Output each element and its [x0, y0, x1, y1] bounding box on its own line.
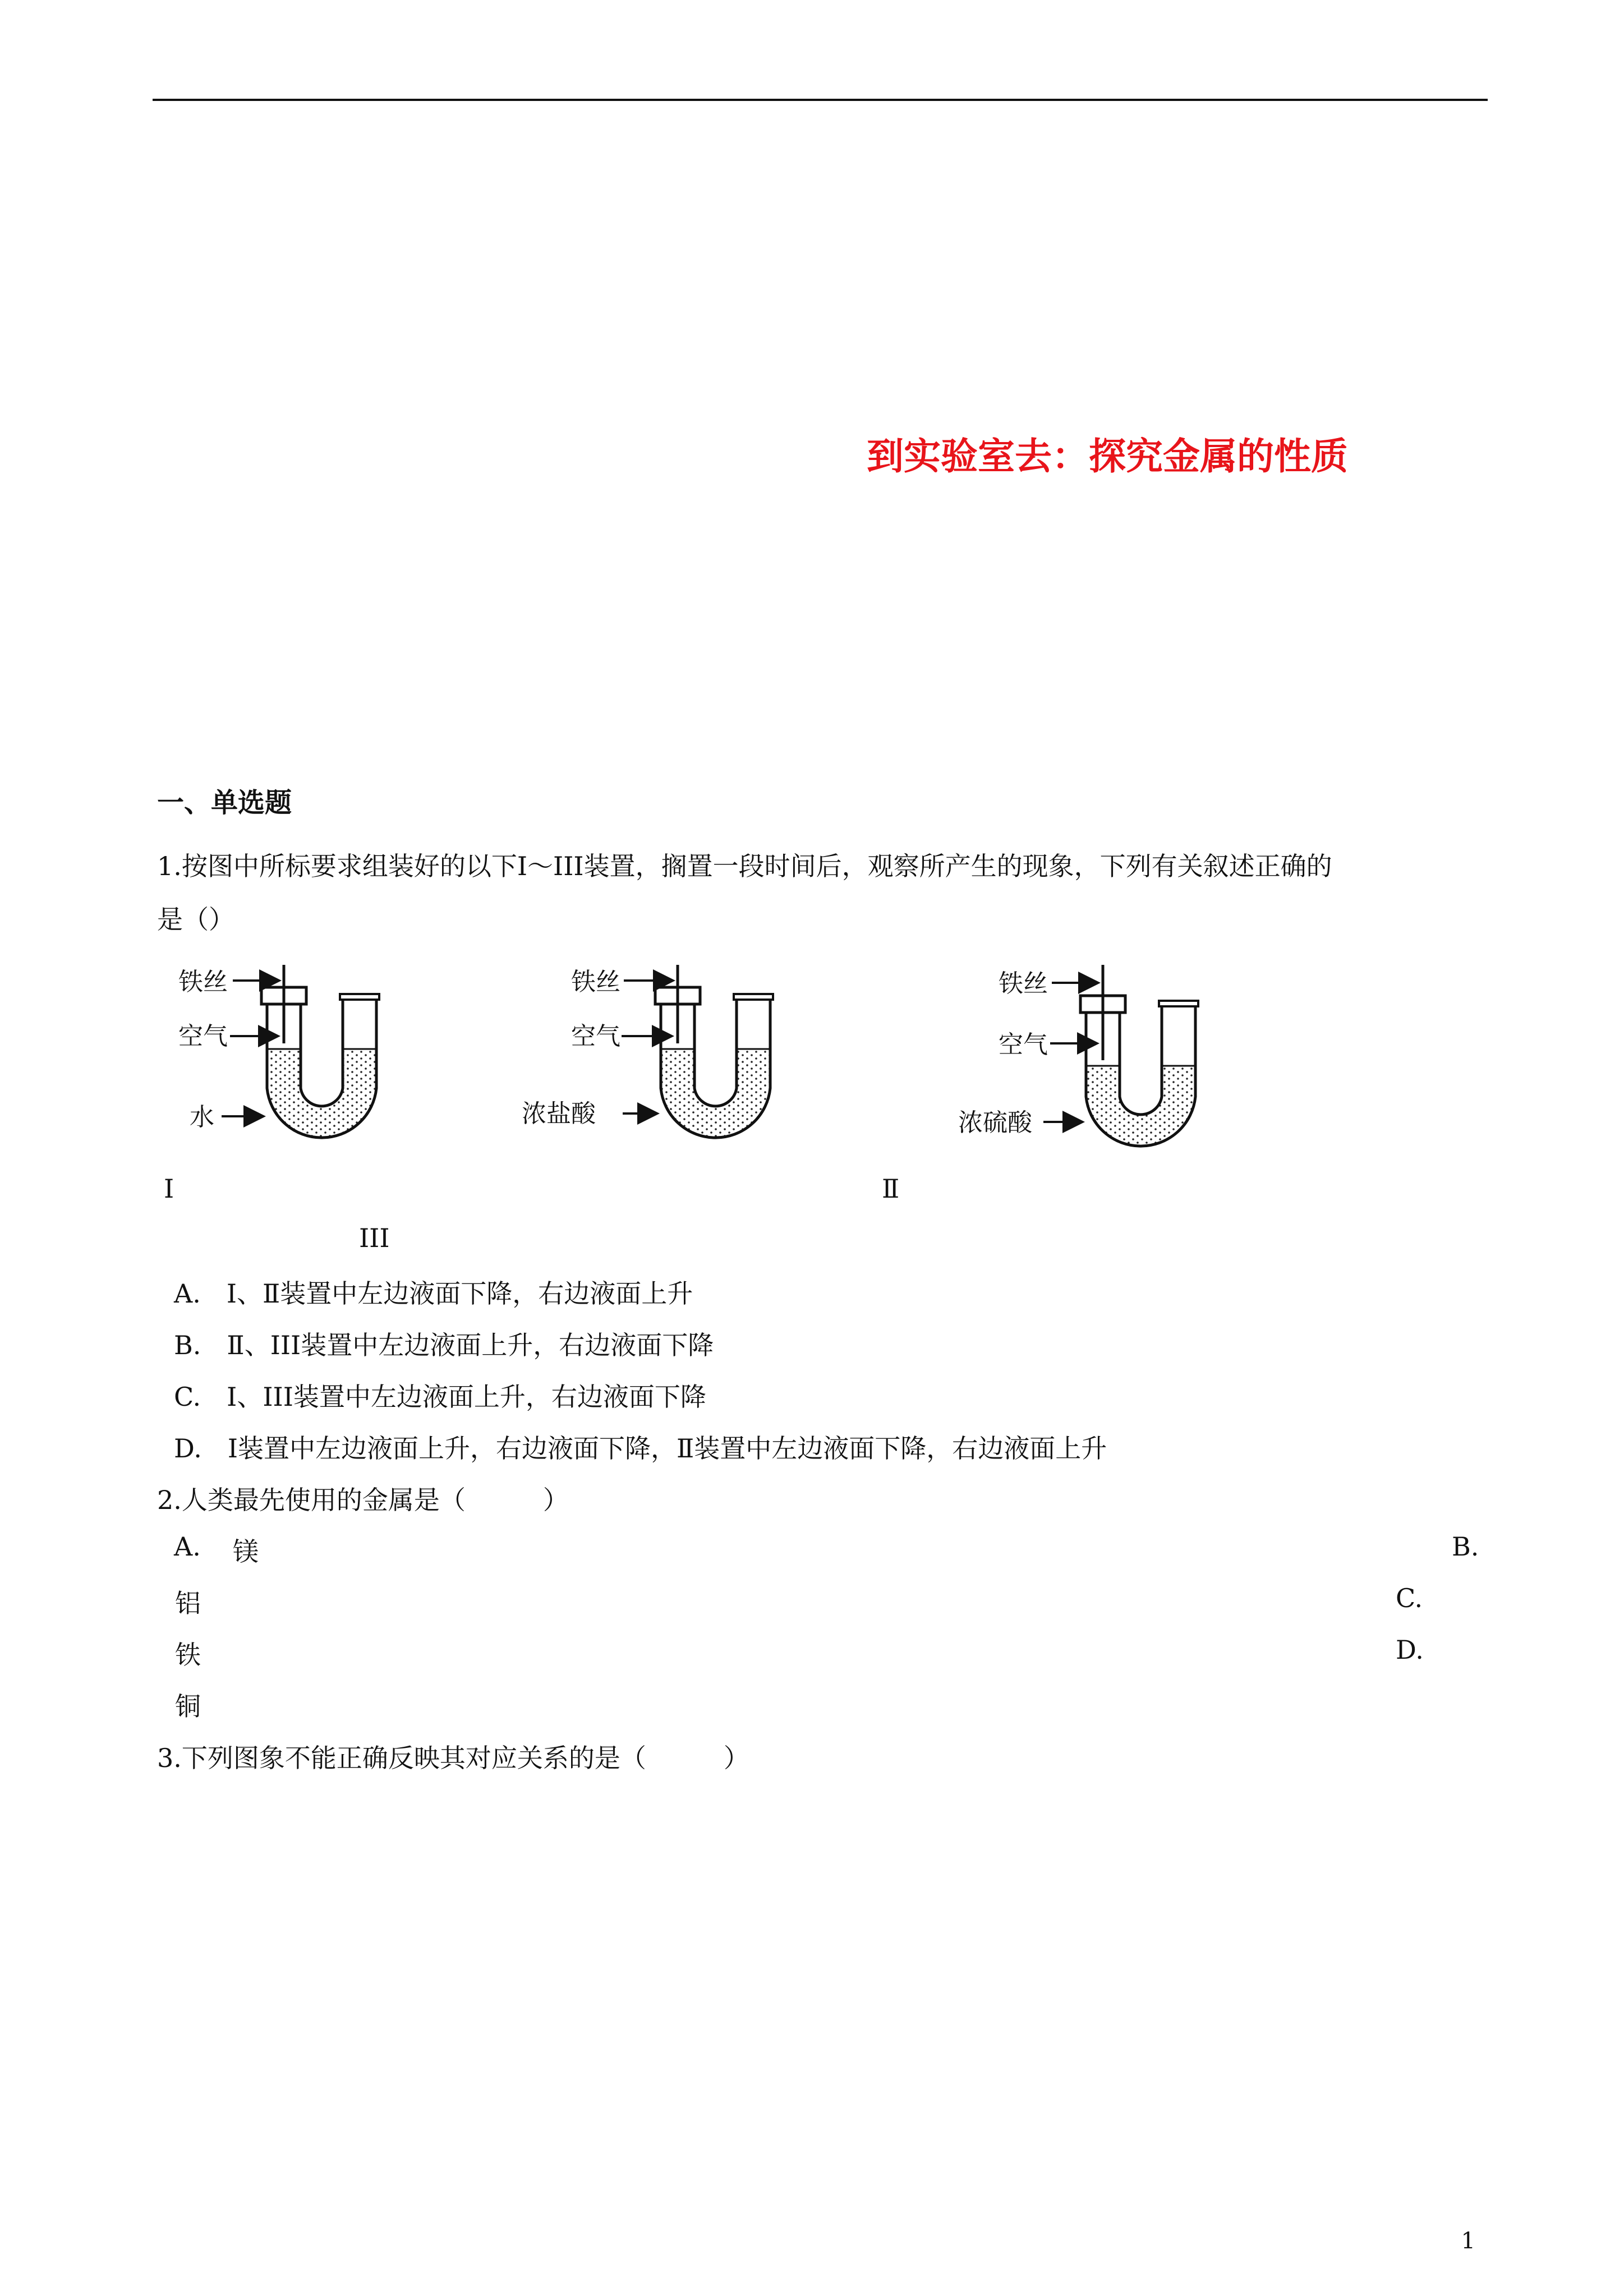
q3-stem: 3.下列图象不能正确反映其对应关系的是（ ）	[157, 1743, 749, 1773]
q2-option-b-text: 铝	[175, 1588, 201, 1618]
q2-stem: 2.人类最先使用的金属是（ ）	[157, 1485, 569, 1515]
q2-option-a-label: A.	[174, 1531, 201, 1562]
document-title: 到实验室去：探究金属的性质	[867, 435, 1348, 478]
q2-option-d-text: 铜	[175, 1691, 201, 1722]
device-2-iron-wire-label: 铁丝	[571, 968, 620, 996]
q1-option-a: A. Ⅰ、Ⅱ装置中左边液面下降，右边液面上升	[174, 1278, 693, 1309]
device-2-u-tube	[522, 965, 773, 1138]
device-1-water-label: 水	[190, 1103, 214, 1131]
device-3-air-label: 空气	[999, 1030, 1048, 1059]
q1-stem-line2: 是（）	[157, 904, 234, 935]
q2-option-d-label: D.	[1396, 1635, 1424, 1665]
device-1-air-label: 空气	[178, 1022, 228, 1051]
q1-option-c: C. Ⅰ、III装置中左边液面上升，右边液面下降	[174, 1382, 706, 1412]
device-2-air-label: 空气	[571, 1022, 620, 1051]
q2-option-c-label: C.	[1396, 1583, 1423, 1613]
device-label-2: Ⅱ	[882, 1174, 900, 1204]
device-3-u-tube	[958, 965, 1198, 1146]
device-3-iron-wire-label: 铁丝	[999, 969, 1048, 998]
q1-option-b: B. Ⅱ、III装置中左边液面上升，右边液面下降	[174, 1330, 714, 1360]
page-number: 1	[1461, 2228, 1475, 2254]
device-2-conc-hcl-label: 浓盐酸	[522, 1099, 596, 1128]
section-heading: 一、单选题	[157, 787, 292, 818]
device-1-iron-wire-label: 铁丝	[178, 968, 228, 996]
q2-option-a-text: 镁	[233, 1536, 259, 1567]
device-1-u-tube	[178, 965, 379, 1138]
device-label-1: Ⅰ	[164, 1174, 174, 1204]
device-3-conc-h2so4-label: 浓硫酸	[958, 1108, 1032, 1137]
q1-option-d: D. Ⅰ装置中左边液面上升，右边液面下降，Ⅱ装置中左边液面下降，右边液面上升	[174, 1433, 1107, 1464]
device-label-3: III	[359, 1223, 390, 1253]
q2-option-c-text: 铁	[175, 1640, 201, 1670]
q1-stem-line1: 1.按图中所标要求组装好的以下Ⅰ～III装置，搁置一段时间后，观察所产生的现象，下列有关叙述正确的	[157, 851, 1332, 881]
q2-option-b-label: B.	[1452, 1531, 1479, 1562]
